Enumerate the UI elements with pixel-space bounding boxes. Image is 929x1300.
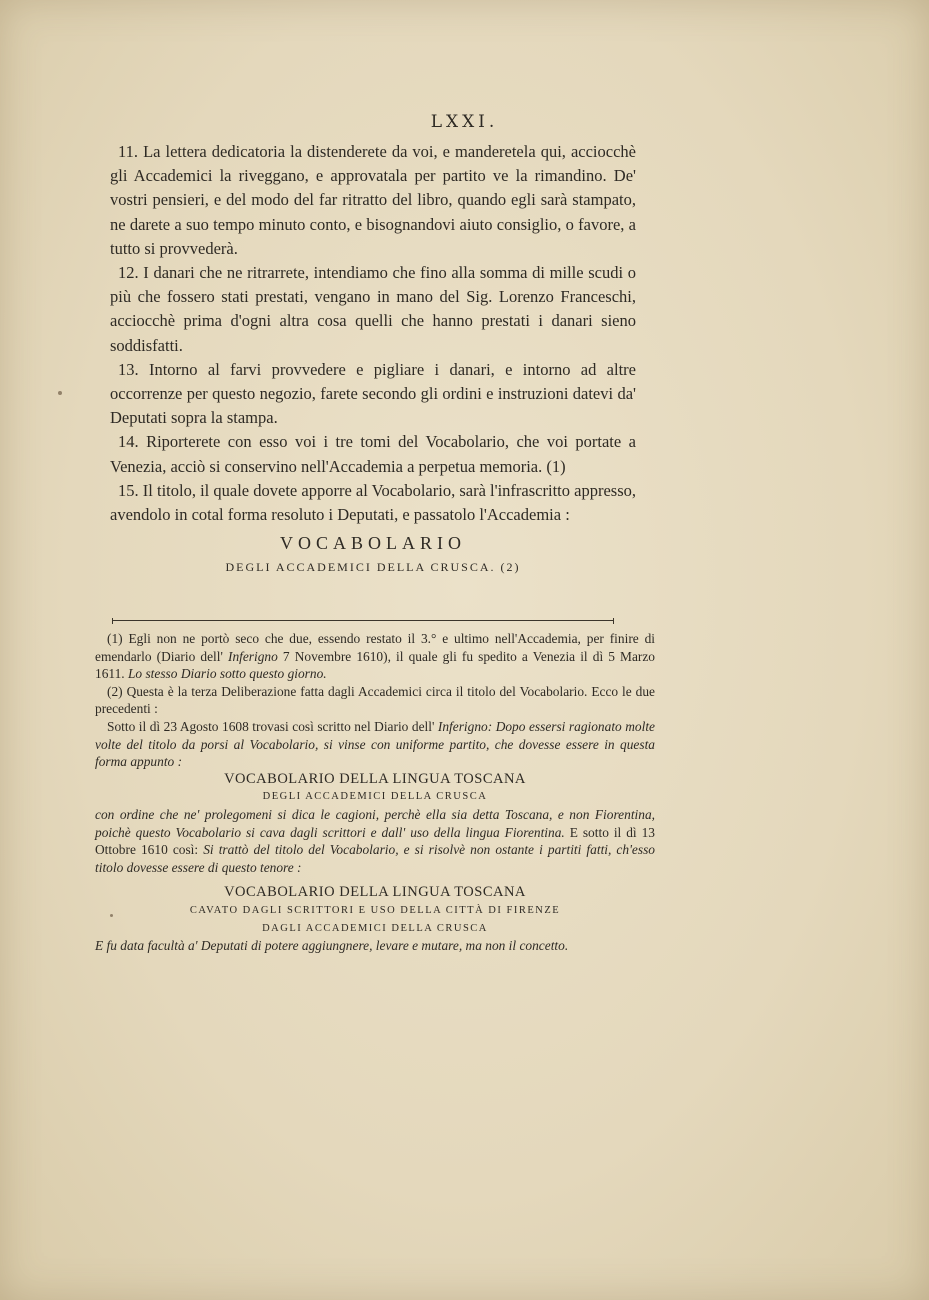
title-main: VOCABOLARIO: [279, 533, 466, 554]
divider-tick: [112, 618, 113, 624]
divider-tick: [613, 618, 614, 624]
page-header: LXXI.: [430, 112, 499, 132]
paragraph-11: [110, 140, 636, 261]
paragraph-number: 12.: [118, 263, 139, 283]
footnote-divider: [112, 620, 614, 622]
footnote-2-continued: con ordine che ne' prolegomeni si dica le cagioni, perchè ella sia detta Toscana, e non Fiorentina, poichè questo Vocabolario si cava dagli scrittori e dall' uso della lingua Fiorentina. E sotto il dì 13 Ottobre 1610 così: Si trattò del titolo del Vocabolario, e si risolvè non ostante i partiti fatti, ch'esso titolo dovesse essere di questo tenore :: [95, 806, 655, 875]
paragraph-number: 13.: [118, 359, 139, 379]
second-title-line3: DAGLI ACCADEMICI DELLA CRUSCA: [262, 922, 488, 934]
second-title-line2: CAVATO DAGLI SCRITTORI E USO DELLA CITTÀ DI FIRENZE: [189, 904, 561, 916]
footnotes: [95, 630, 655, 955]
paragraph-13: [110, 358, 636, 431]
paragraph-text: Intorno al farvi provvedere e pigliare i danari, e intorno ad altre occorrenze per questo negozio, farete secondo gli ordini e instruzioni datevi da' Deputati sopra la stampa.: [110, 359, 636, 428]
footnote-2-body: Sotto il dì 23 Agosto 1608 trovasi così scritto nel Diario dell' Inferigno: Dopo essersi ragionato molte volte del titolo da porsi al Vocabolario, si vinse con uniforme partito, che dovesse essere in questa forma appunto :: [95, 718, 655, 770]
ink-spot: [58, 391, 62, 395]
paragraph-text: La lettera dedicatoria la distenderete da voi, e manderetela qui, acciocchè gli Accademici la riveggano, e approvatala per partito ve la rimandino. De' vostri pensieri, e del modo del far ritratto del libro, quando egli sarà stampato, ne darete a suo tempo minuto conto, e bisognandovi aiuto consiglio, o favore, a tutto si provvederà.: [110, 142, 636, 258]
paragraph-text: I danari che ne ritrarrete, intendiamo che fino alla somma di mille scudi o più che fossero stati prestati, vengano in mano del Sig. Lorenzo Franceschi, acciocchè prima d'ogni altra cosa quelli che hanno prestati i danari sieno soddisfatti.: [110, 263, 637, 355]
footnote-2: (2) Questa è la terza Deliberazione fatta dagli Accademici circa il titolo del Vocabolario. Ecco le due precedenti :: [95, 683, 655, 717]
paragraph-15: [110, 479, 636, 527]
paragraph-number: 15.: [118, 480, 139, 500]
footnote-2-end: E fu data facultà a' Deputati di potere aggiungnere, levare e mutare, ma non il concetto.: [95, 938, 569, 954]
main-text: [110, 140, 636, 580]
second-title-line1: VOCABOLARIO DELLA LINGUA TOSCANA: [224, 884, 526, 901]
vocabolario-title: [110, 531, 636, 579]
first-title-line1: VOCABOLARIO DELLA LINGUA TOSCANA: [224, 770, 526, 787]
title-subtitle: DEGLI ACCADEMICI DELLA CRUSCA. (2): [225, 560, 521, 575]
paragraph-number: 14.: [118, 432, 139, 452]
paragraph-text: Il titolo, il quale dovete apporre al Vocabolario, sarà l'infrascritto appresso, avendolo in cotal forma resoluto i Deputati, e passatolo l'Accademia :: [110, 480, 636, 525]
footnote-1: (1) Egli non ne portò seco che due, essendo restato il 3.° e ultimo nell'Accademia, per finire di emendarlo (Diario dell' Inferigno 7 Novembre 1610), il quale gli fu spedito a Venezia il dì 5 Marzo 1611. Lo stesso Diario sotto questo giorno.: [95, 631, 656, 682]
ink-spot: [110, 914, 113, 917]
paragraph-14: [110, 430, 636, 478]
first-title-line2: DEGLI ACCADEMICI DELLA CRUSCA: [262, 791, 488, 803]
paragraph-12: [110, 261, 636, 358]
paragraph-text: Riporterete con esso voi i tre tomi del Vocabolario, che voi portate a Venezia, acciò si conservino nell'Accademia a perpetua memoria. (1): [110, 432, 636, 476]
paragraph-number: 11.: [118, 142, 139, 161]
